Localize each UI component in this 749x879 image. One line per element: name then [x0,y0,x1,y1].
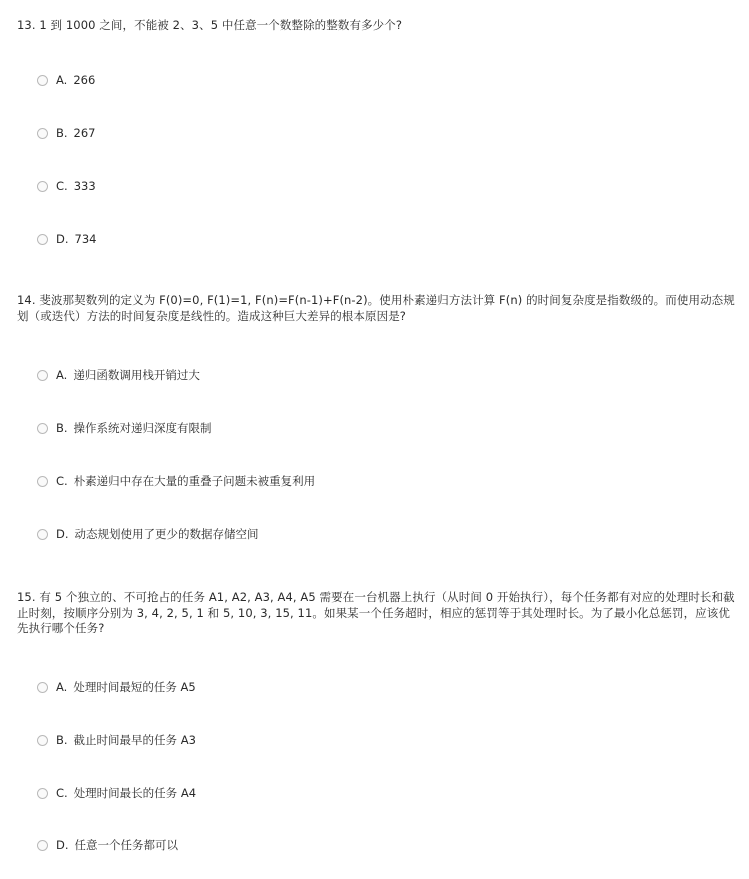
option-text: 操作系统对递归深度有限制 [73,421,212,435]
radio-button[interactable] [37,423,48,434]
option-text: 动态规划使用了更少的数据存储空间 [74,527,259,541]
option-letter: B. [56,126,68,140]
option-text: 处理时间最长的任务 A4 [73,786,197,800]
option-letter: B. [56,733,68,747]
radio-button[interactable] [37,128,48,139]
option-d[interactable] [37,837,178,853]
radio-button[interactable] [37,735,48,746]
option-letter: A. [56,368,68,382]
option-letter: D. [56,527,69,541]
option-text: 递归函数调用栈开销过大 [73,368,200,382]
option-letter: C. [56,474,68,488]
option-letter: D. [56,838,69,852]
radio-button[interactable] [37,529,48,540]
question-number: 13. [17,18,36,32]
question-number: 15. [17,590,36,604]
question-text: 有 5 个独立的、不可抢占的任务 A1, A2, A3, A4, A5 需要在一台机器上执行（从时间 0 开始执行），每个任务都有对应的处理时长和截止时刻，按顺序分别为 3, 4, 2, 5, 1 和 5, 10, 3, 15, 11。如果某一个任务超时，相应的惩罚等于其处理时长。为了最小化总惩罚，应该优先执行哪个任务? [17,590,735,635]
option-text: 任意一个任务都可以 [74,838,179,852]
option-c[interactable] [37,473,315,489]
radio-button[interactable] [37,370,48,381]
option-text: 截止时间最早的任务 A3 [73,733,196,747]
question-text: 1 到 1000 之间，不能被 2、3、5 中任意一个数整除的整数有多少个? [39,18,403,32]
option-text: 266 [73,73,96,87]
question-stem [17,590,737,637]
question-number: 14. [17,293,36,307]
option-c[interactable] [37,178,96,194]
option-letter: A. [56,73,68,87]
option-text: 朴素递归中存在大量的重叠子问题未被重复利用 [73,474,316,488]
option-text: 267 [73,126,96,140]
radio-button[interactable] [37,75,48,86]
option-a[interactable] [37,367,200,383]
question-stem [17,18,737,34]
option-letter: D. [56,232,69,246]
option-letter: A. [56,680,68,694]
question-text: 斐波那契数列的定义为 F(0)=0, F(1)=1, F(n)=F(n-1)+F(n-2)。使用朴素递归方法计算 F(n) 的时间复杂度是指数级的。而使用动态规划（或迭代）方法的时间复杂度是线性的。造成这种巨大差异的根本原因是? [17,293,735,323]
option-text: 处理时间最短的任务 A5 [73,680,196,694]
option-text: 333 [73,179,96,193]
radio-button[interactable] [37,682,48,693]
option-letter: C. [56,179,68,193]
option-d[interactable] [37,526,259,542]
radio-button[interactable] [37,234,48,245]
radio-button[interactable] [37,181,48,192]
radio-button[interactable] [37,788,48,799]
option-letter: B. [56,421,68,435]
option-b[interactable] [37,732,196,748]
radio-button[interactable] [37,840,48,851]
option-text: 734 [74,232,97,246]
option-letter: C. [56,786,68,800]
option-b[interactable] [37,125,96,141]
option-a[interactable] [37,72,95,88]
radio-button[interactable] [37,476,48,487]
question-stem [17,293,737,324]
option-a[interactable] [37,679,196,695]
option-b[interactable] [37,420,212,436]
option-d[interactable] [37,231,96,247]
option-c[interactable] [37,785,196,801]
